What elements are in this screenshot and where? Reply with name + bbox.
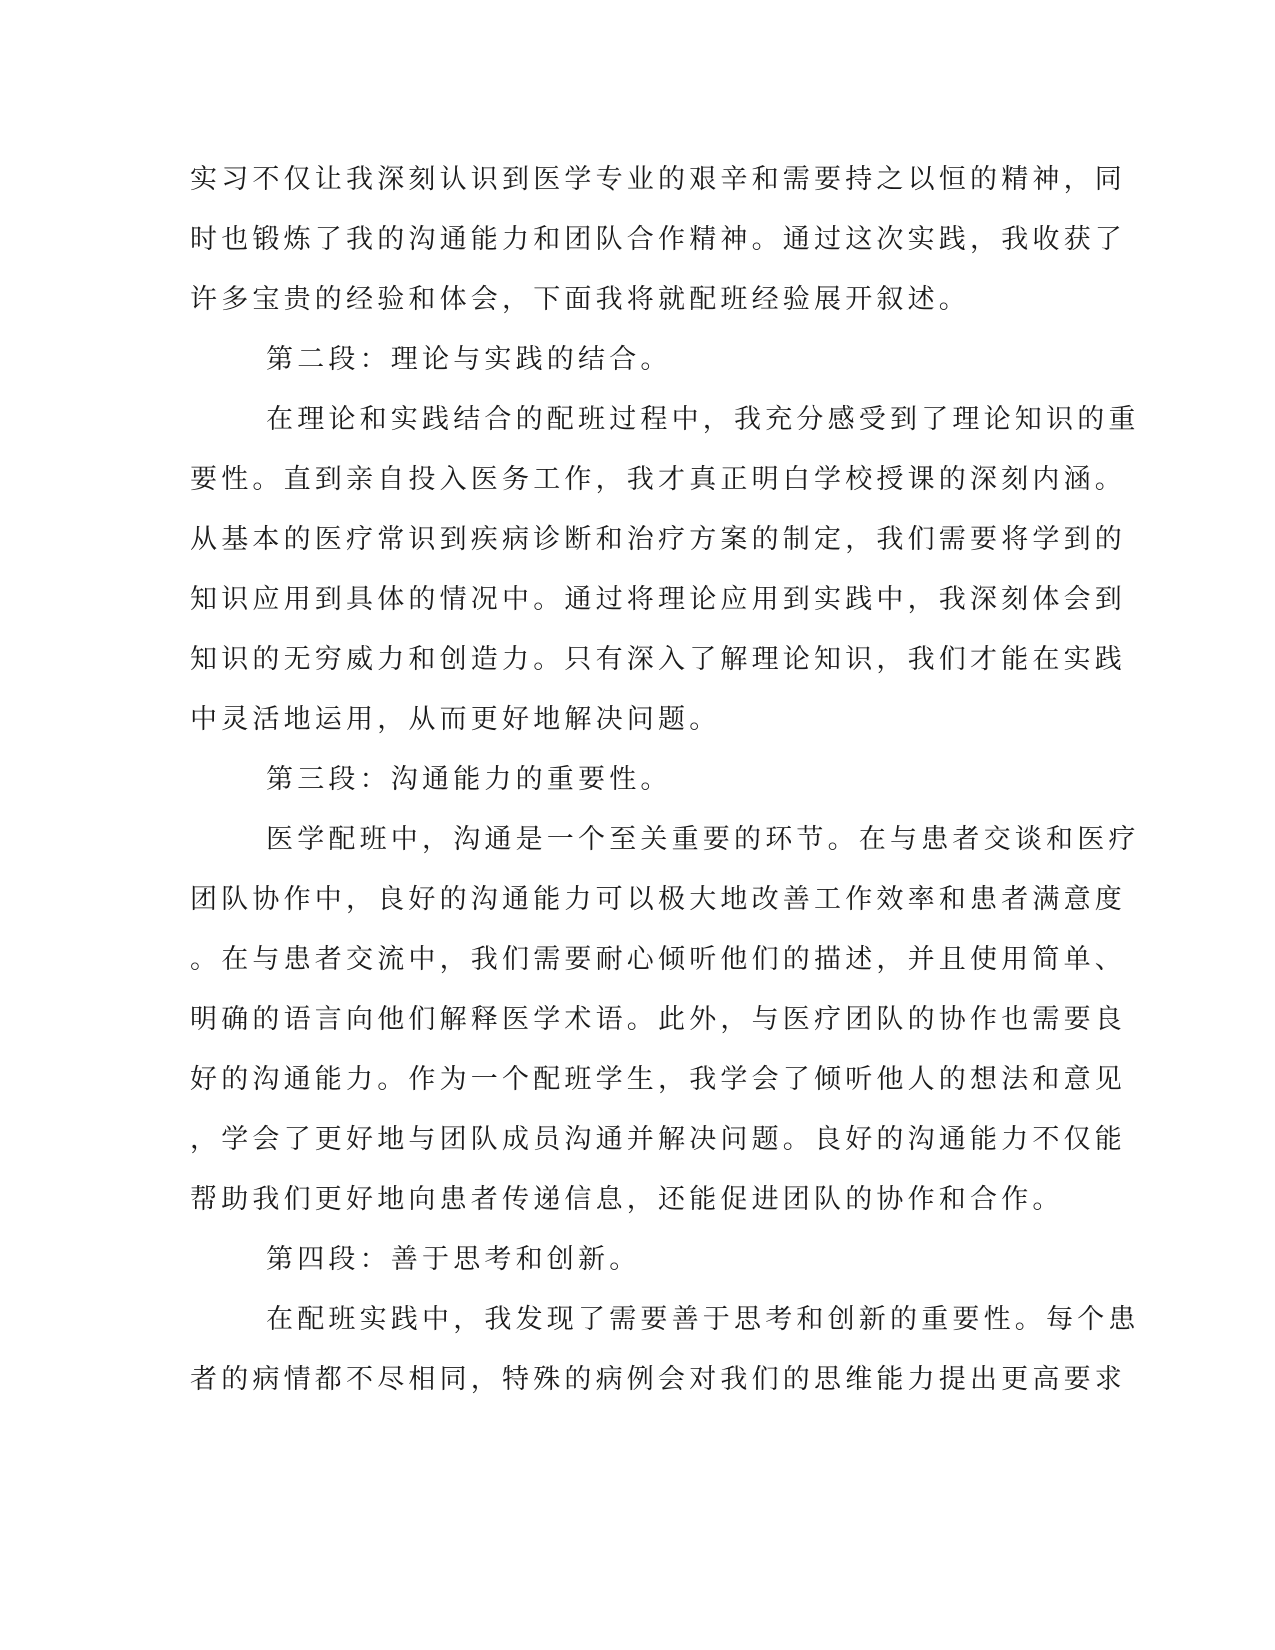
section-heading: 第二段：理论与实践的结合。 — [266, 344, 672, 375]
text-line: 中灵活地运用，从而更好地解决问题。 — [190, 704, 721, 735]
text-line: 实习不仅让我深刻认识到医学专业的艰辛和需要持之以恒的精神，同 — [190, 164, 1126, 195]
text-line: 要性。直到亲自投入医务工作，我才真正明白学校授课的深刻内涵。 — [190, 464, 1126, 495]
text-line: ，学会了更好地与团队成员沟通并解决问题。良好的沟通能力不仅能 — [190, 1124, 1126, 1155]
section-heading: 第四段：善于思考和创新。 — [266, 1244, 641, 1275]
text-line: 者的病情都不尽相同，特殊的病例会对我们的思维能力提出更高要求 — [190, 1364, 1126, 1395]
text-line: 在配班实践中，我发现了需要善于思考和创新的重要性。每个患 — [266, 1304, 1140, 1335]
section-heading: 第三段：沟通能力的重要性。 — [266, 764, 672, 795]
text-line: 许多宝贵的经验和体会，下面我将就配班经验展开叙述。 — [190, 284, 970, 315]
text-line: 医学配班中，沟通是一个至关重要的环节。在与患者交谈和医疗 — [266, 824, 1140, 855]
text-line: 好的沟通能力。作为一个配班学生，我学会了倾听他人的想法和意见 — [190, 1064, 1126, 1095]
text-line: 团队协作中，良好的沟通能力可以极大地改善工作效率和患者满意度 — [190, 884, 1126, 915]
text-line: 知识应用到具体的情况中。通过将理论应用到实践中，我深刻体会到 — [190, 584, 1126, 615]
text-line: 从基本的医疗常识到疾病诊断和治疗方案的制定，我们需要将学到的 — [190, 524, 1126, 555]
text-line: 在理论和实践结合的配班过程中，我充分感受到了理论知识的重 — [266, 404, 1140, 435]
text-line: 知识的无穷威力和创造力。只有深入了解理论知识，我们才能在实践 — [190, 644, 1126, 675]
text-line: 明确的语言向他们解释医学术语。此外，与医疗团队的协作也需要良 — [190, 1004, 1126, 1035]
text-line: 帮助我们更好地向患者传递信息，还能促进团队的协作和合作。 — [190, 1184, 1064, 1215]
text-line: 。在与患者交流中，我们需要耐心倾听他们的描述，并且使用简单、 — [190, 944, 1126, 975]
text-line: 时也锻炼了我的沟通能力和团队合作精神。通过这次实践，我收获了 — [190, 224, 1126, 255]
